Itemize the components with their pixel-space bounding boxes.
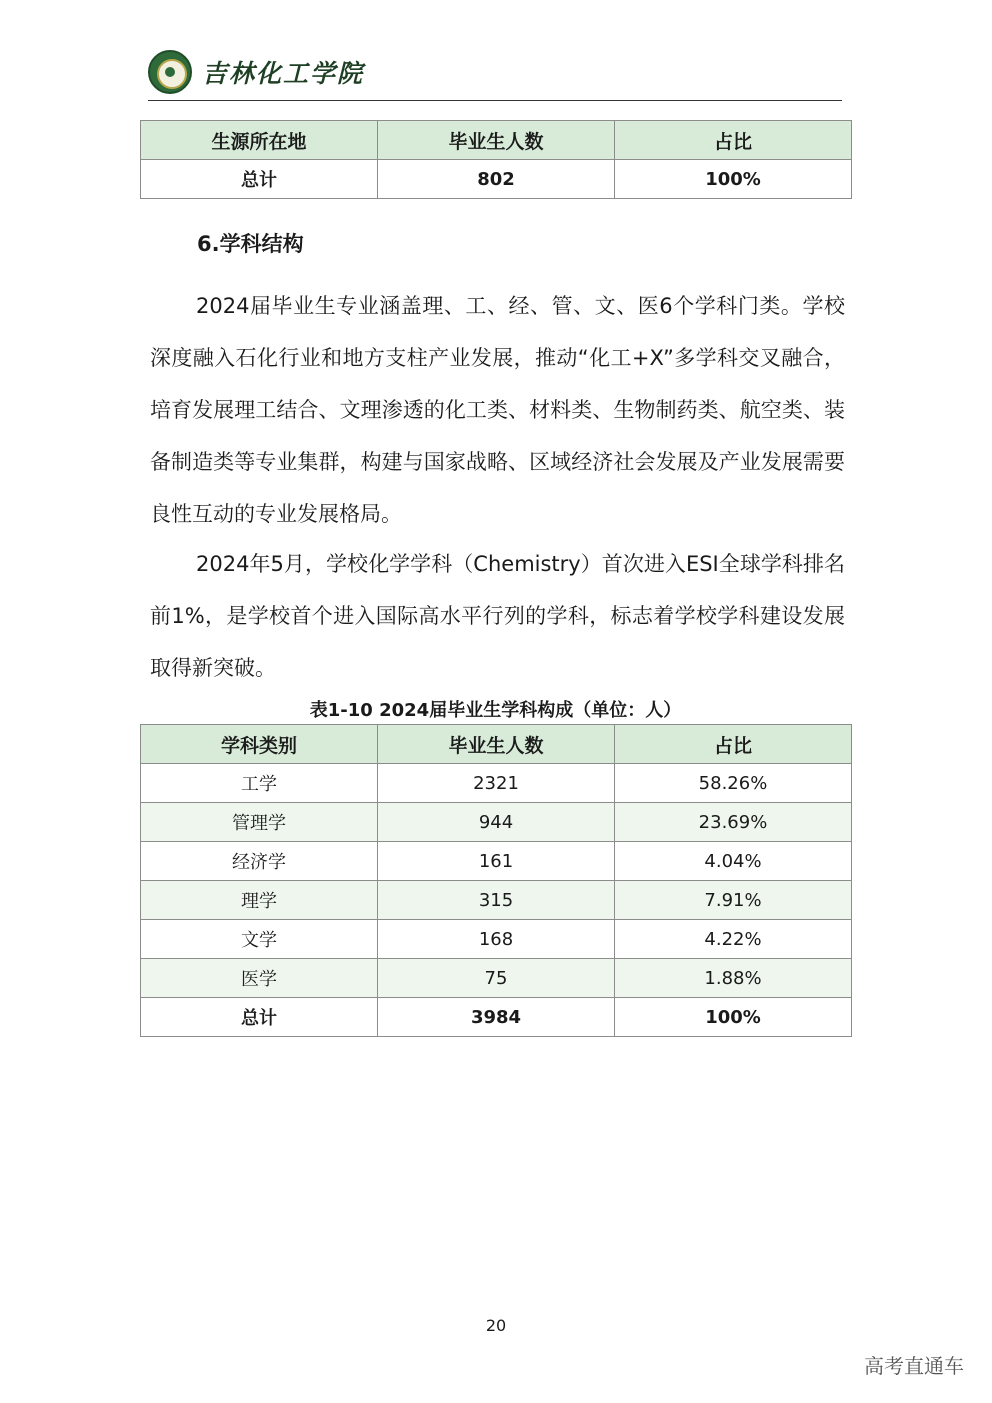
- table-header-row: [141, 725, 852, 764]
- table-cell: 理学: [141, 881, 378, 920]
- table-row: [141, 920, 852, 959]
- origin-table-fragment: [140, 120, 852, 199]
- table-cell: 75: [378, 959, 615, 998]
- table-row: [141, 803, 852, 842]
- table-cell: 161: [378, 842, 615, 881]
- column-header: 学科类别: [141, 725, 378, 764]
- table-cell: 4.22%: [615, 920, 852, 959]
- table-cell: 经济学: [141, 842, 378, 881]
- table-cell: 管理学: [141, 803, 378, 842]
- table-cell: 文学: [141, 920, 378, 959]
- table-cell: 802: [378, 160, 615, 199]
- table-caption: 表1-10 2024届毕业生学科构成（单位：人）: [309, 700, 682, 721]
- table-total-row: [141, 160, 852, 199]
- table-cell: 944: [378, 803, 615, 842]
- body-paragraph: 2024届毕业生专业涵盖理、工、经、管、文、医6个学科门类。学校深度融入石化行业和地方支柱产业发展，推动“化工+X”多学科交叉融合，培育发展理工结合、文理渗透的化工类、材料类、生物制药类、航空类、装备制造类等专业集群，构建与国家战略、区域经济社会发展及产业发展需要良性互动的专业发展格局。: [150, 294, 845, 526]
- table-total-row: [141, 998, 852, 1037]
- column-header: 生源所在地: [141, 121, 378, 160]
- watermark: 高考直通车: [864, 1354, 964, 1378]
- school-seal-icon: [148, 50, 192, 94]
- school-name-logo: 吉林化工学院: [202, 59, 365, 88]
- page-header: [148, 48, 842, 101]
- table-cell: 工学: [141, 764, 378, 803]
- table-cell: 23.69%: [615, 803, 852, 842]
- column-header: 毕业生人数: [378, 725, 615, 764]
- discipline-table: [140, 724, 852, 1037]
- column-header: 占比: [615, 725, 852, 764]
- table-cell: 100%: [615, 998, 852, 1037]
- table-cell: 3984: [378, 998, 615, 1037]
- table-cell: 58.26%: [615, 764, 852, 803]
- page-number: 20: [485, 1316, 507, 1335]
- table-row: [141, 842, 852, 881]
- table-row: [141, 764, 852, 803]
- table-cell: 1.88%: [615, 959, 852, 998]
- table-cell: 2321: [378, 764, 615, 803]
- table-row: [141, 881, 852, 920]
- table-cell: 7.91%: [615, 881, 852, 920]
- body-paragraph: 2024年5月，学校化学学科（Chemistry）首次进入ESI全球学科排名前1%，是学校首个进入国际高水平行列的学科，标志着学校学科建设发展取得新突破。: [150, 552, 845, 680]
- table-header-row: [141, 121, 852, 160]
- table-cell: 315: [378, 881, 615, 920]
- column-header: 毕业生人数: [378, 121, 615, 160]
- table-cell: 168: [378, 920, 615, 959]
- table-cell: 4.04%: [615, 842, 852, 881]
- table-cell: 总计: [141, 160, 378, 199]
- table-cell: 100%: [615, 160, 852, 199]
- section-heading: 6.学科结构: [197, 232, 304, 256]
- table-row: [141, 959, 852, 998]
- column-header: 占比: [615, 121, 852, 160]
- table-cell: 医学: [141, 959, 378, 998]
- table-cell: 总计: [141, 998, 378, 1037]
